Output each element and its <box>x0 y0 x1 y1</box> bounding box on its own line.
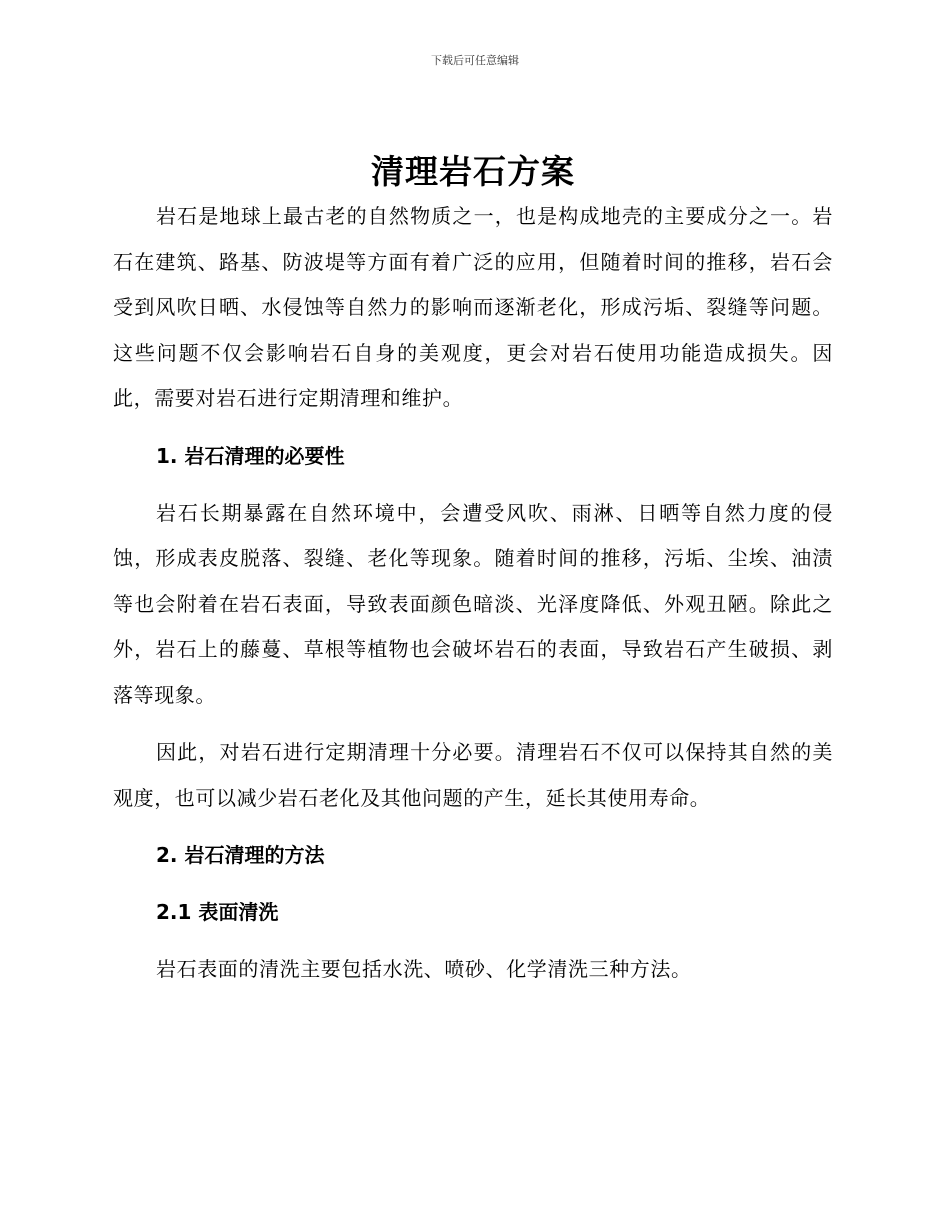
section-2-1-paragraph: 岩石表面的清洗主要包括水洗、喷砂、化学清洗三种方法。 <box>156 957 692 981</box>
section-1-heading: 1. 岩石清理的必要性 <box>156 443 345 468</box>
section-1-paragraph-2: 因此，对岩石进行定期清理十分必要。清理岩石不仅可以保持其自然的美观度，也可以减少岩石老化及其他问题的产生，延长其使用寿命。 <box>113 740 833 810</box>
section-1-paragraph-1: 岩石长期暴露在自然环境中，会遭受风吹、雨淋、日晒等自然力度的侵蚀，形成表皮脱落、裂缝、老化等现象。随着时间的推移，污垢、尘埃、油渍等也会附着在岩石表面，导致表面颜色暗淡、光泽度降低、外观丑陋。除此之外，岩石上的藤蔓、草根等植物也会破坏岩石的表面，导致岩石产生破损、剥落等现象。 <box>113 500 833 707</box>
section-2-heading: 2. 岩石清理的方法 <box>156 843 325 867</box>
document-body <box>113 150 833 993</box>
section-2-1-heading: 2.1 表面清洗 <box>156 900 279 924</box>
page-header: 下载后可任意编辑 <box>431 54 519 67</box>
intro-paragraph: 岩石是地球上最古老的自然物质之一，也是构成地壳的主要成分之一。岩石在建筑、路基、防波堤等方面有着广泛的应用，但随着时间的推移，岩石会受到风吹日晒、水侵蚀等自然力的影响而逐渐老化，形成污垢、裂缝等问题。这些问题不仅会影响岩石自身的美观度，更会对岩石使用功能造成损失。因此，需要对岩石进行定期清理和维护。 <box>113 204 833 410</box>
document-title: 清理岩石方案 <box>371 152 575 191</box>
